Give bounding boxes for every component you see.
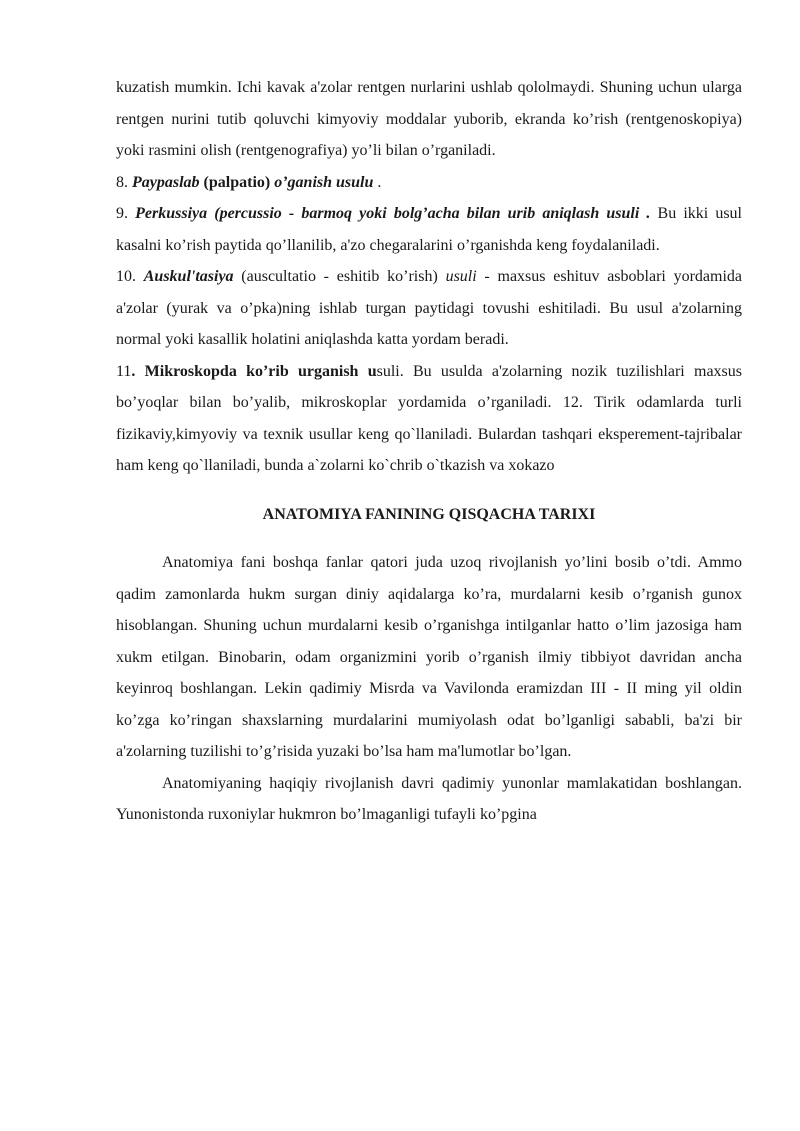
list-item-auscultation: [116, 261, 742, 356]
term-italic: usuli: [445, 268, 477, 285]
list-item-palpation: [116, 167, 742, 199]
item-number: 8.: [116, 173, 132, 191]
item-number: 9.: [116, 205, 136, 222]
item-text: Bu ikki usul kasalni ko’rish paytida qo’llanilib, a'zo chegaralarini o’rganishda keng foydalaniladi.: [116, 205, 743, 254]
paragraph-greece: Anatomiyaning haqiqiy rivojlanish davri qadimiy yunonlar mamlakatidan boshlangan. Yunonistonda ruxoniylar hukmron bo’lmaganligi tufayli ko’pgina: [116, 774, 742, 823]
item-text: suli. Bu usulda a'zolarning nozik tuzilishlari maxsus bo’yoqlar bilan bo’yalib, mikroskoplar yordamida o’rganiladi. 12. Tirik odamlarda turli fizikaviy,kimyoviy va texnik usullar keng qo`llaniladi. Bulardan tashqari eksperement-tajribalar ham keng qo`llaniladi, bunda a`zolarni ko`chrib o`tkazish va xokazo: [116, 362, 742, 474]
section-heading: ANATOMIYA FANINING QISQACHA TARIXI: [262, 505, 596, 523]
list-item-microscopy: [116, 356, 742, 482]
paragraph-xray: kuzatish mumkin. Ichi kavak a'zolar rentgen nurlarini ushlab qololmaydi. Shuning uchun ularga rentgen nurini tutib qoluvchi kimyoviy moddalar yuborib, ekranda ko’rish (rentgenoskopiya) yoki rasmini olish (rentgenografiya) yo’li bilan o’rganiladi.: [116, 79, 742, 159]
document-page: [116, 72, 742, 831]
term-italic: Perkussiya (percussio - barmoq yoki bolg’acha bilan urib aniqlash usuli .: [135, 205, 651, 222]
list-item-percussion: [116, 198, 742, 261]
item-text: - maxsus eshituv asboblari yordamida a'zolar (yurak va o’pka)ning ishlab turgan paytidagi tovushi eshitiladi. Bu usul a'zolarning normal yoki kasallik holatini aniqlashda katta yordam beradi.: [116, 268, 743, 348]
term-bold: . Mikroskopda ko’rib urganish u: [131, 362, 377, 380]
term-bold: (palpatio): [199, 173, 275, 191]
item-number: 10.: [116, 268, 144, 285]
term-italic: o’ganish usulu: [274, 173, 374, 191]
term-italic: Paypaslab: [132, 173, 200, 191]
item-number: 11: [116, 362, 132, 380]
item-text: .: [373, 173, 382, 191]
item-text: (auscultatio - eshitib ko’rish): [233, 268, 446, 285]
paragraph-history: Anatomiya fani boshqa fanlar qatori juda uzoq rivojlanish yo’lini bosib o’tdi. Ammo qadim zamonlarda hukm surgan diniy aqidalarga ko’ra, murdalarni kesib o’rganish gunox hisoblangan. Shuning uchun murdalarni kesib o’rganishga intilganlar hatto o’lim jazosiga ham xukm etilgan. Binobarin, odam organizmini yorib o’rganish ilmiy tibbiyot davridan ancha keyinroq boshlangan. Lekin qadimiy Misrda va Vavilonda eramizdan III - II ming yil oldin ko’zga ko’ringan shaxslarning murdalarini mumiyolash odat bo’lganligi sababli, ba'zi bir a'zolarning tuzilishi to’g’risida yuzaki bo’lsa ham ma'lumotlar bo’lgan.: [116, 554, 742, 760]
term-italic: Auskul'tasiya: [143, 268, 234, 285]
